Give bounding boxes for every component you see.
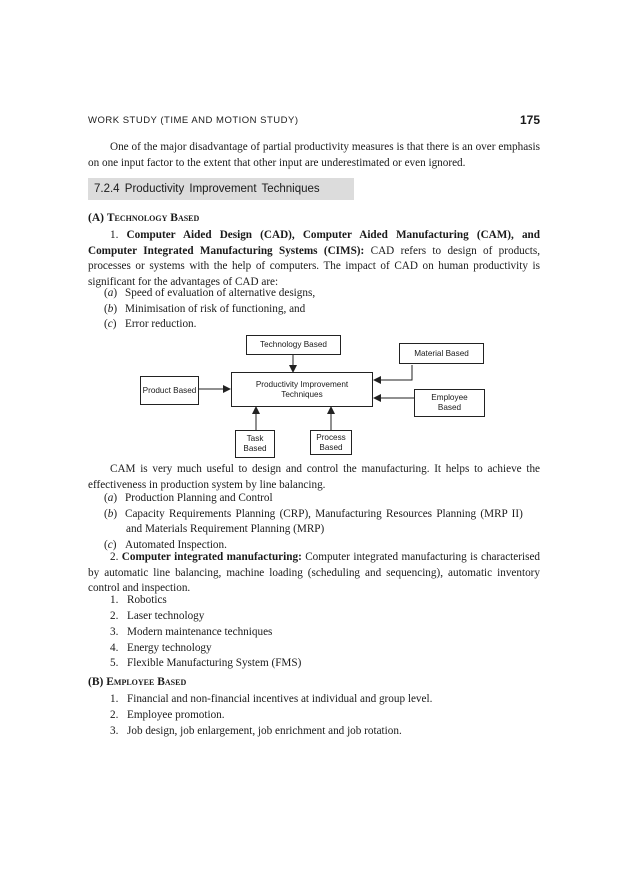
box-material-based: Material Based [399, 343, 484, 364]
cad-bold-title: Computer Aided Design (CAD), Computer Aided Manufacturing (CAM), and Computer Integrated Manufacturing Systems (CIMS): [88, 229, 540, 257]
list-item: 3. Modern maintenance techniques [110, 626, 273, 638]
box-task-based: Task Based [235, 430, 275, 458]
running-title: WORK STUDY (TIME AND MOTION STUDY) [88, 115, 299, 126]
box-process-based: Process Based [310, 430, 352, 455]
list-item: 1. Financial and non-financial incentives at individual and group level. [110, 693, 433, 705]
list-item: 2. Laser technology [110, 610, 205, 622]
box-productivity-improvement-techniques: Productivity Improvement Techniques [231, 372, 373, 407]
page-number: 175 [519, 113, 540, 127]
list-item: (c) Automated Inspection. [104, 539, 227, 551]
cim-text: Computer integrated manufacturing is characterised by automatic line balancing, machine loading (scheduling and sequencing), automatic inventory control and inspection. [88, 551, 540, 595]
list-item: (c) Error reduction. [104, 318, 197, 330]
list-item: (b) Capacity Requirements Planning (CRP), Manufacturing Resources Planning (MRP II) [104, 508, 523, 520]
list-item: 5. Flexible Manufacturing System (FMS) [110, 657, 302, 669]
list-item: 4. Energy technology [110, 642, 212, 654]
cim-paragraph [88, 550, 540, 597]
heading-letter: (B) [88, 676, 104, 688]
list-item-continuation: and Materials Requirement Planning (MRP) [126, 523, 325, 535]
list-item: (a) Speed of evaluation of alternative designs, [104, 287, 316, 299]
section-title: 7.2.4 Productivity Improvement Techniques [88, 178, 354, 200]
heading-employee-based [88, 676, 186, 688]
box-technology-based: Technology Based [246, 335, 341, 355]
box-product-based: Product Based [140, 376, 199, 405]
list-item: (b) Minimisation of risk of functioning, and [104, 303, 306, 315]
arrow-material [374, 365, 412, 380]
cim-bold-title: Computer integrated manufacturing: [121, 551, 302, 563]
box-employee-based: Employee Based [414, 389, 485, 417]
heading-text: Employee Based [106, 676, 187, 688]
cam-paragraph: CAM is very much useful to design and control the manufacturing. It helps to achieve the effectiveness in production system by line balancing. [88, 463, 540, 491]
heading-letter: (A) [88, 212, 104, 224]
list-item: 2. Employee promotion. [110, 709, 225, 721]
cad-text: CAD refers to design of products, processes or systems with the help of computers. The impact of CAD on human productivity is significant for the advantages of CAD are: [88, 244, 541, 288]
list-item: 3. Job design, job enlargement, job enrichment and job rotation. [110, 725, 402, 737]
list-item: (a) Production Planning and Control [104, 492, 273, 504]
intro-paragraph: One of the major disadvantage of partial productivity measures is that there is an over emphasis on one input factor to the extent that other input are underestimated or even ignored. [88, 141, 540, 169]
cim-number: 2. [110, 551, 119, 563]
heading-text: Technology Based [106, 212, 200, 224]
list-item: 1. Robotics [110, 594, 167, 606]
cad-item-number: 1. [110, 229, 119, 241]
